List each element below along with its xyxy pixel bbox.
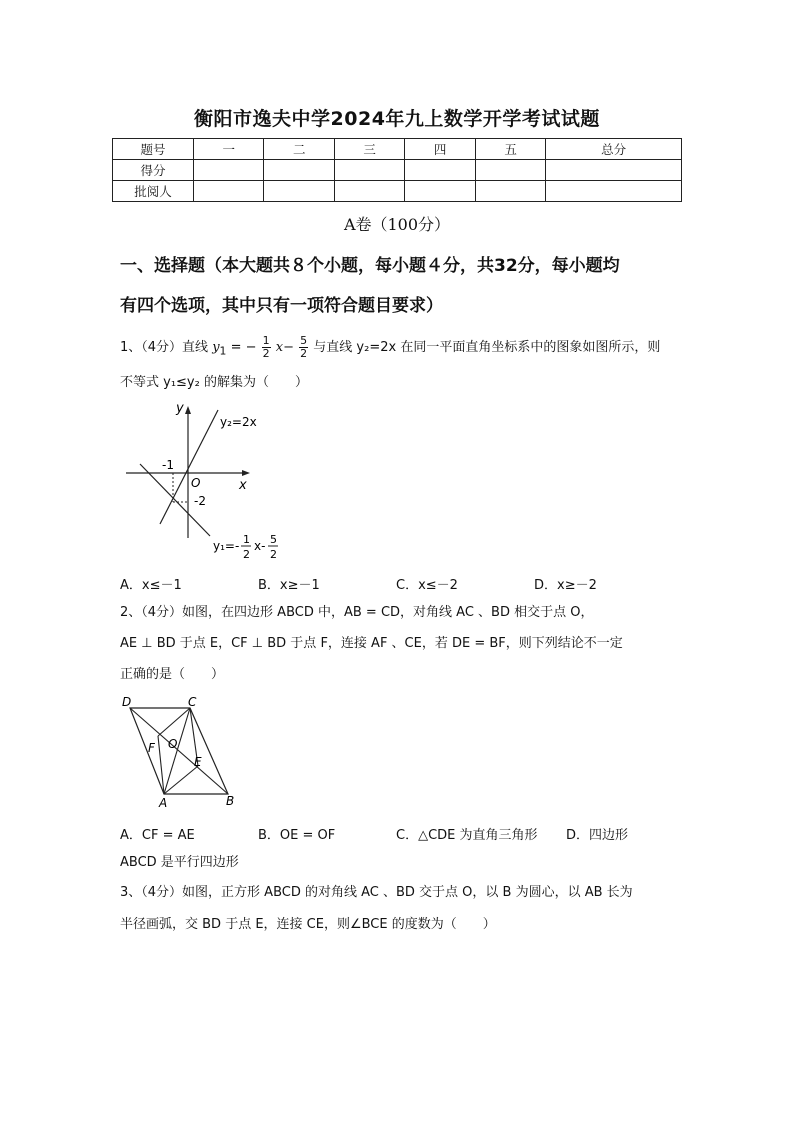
q1-line1 bbox=[120, 333, 680, 367]
table-cell: 总分 bbox=[546, 139, 682, 160]
q1-option-a[interactable]: A．x≤－1 bbox=[120, 578, 182, 593]
table-cell bbox=[334, 160, 404, 181]
q3-line2: 半径画弧，交 BD 于点 E，连接 CE，则∠BCE 的度数为（ ） bbox=[120, 917, 496, 932]
table-cell bbox=[546, 160, 682, 181]
y1-frac-a-den: 2 bbox=[243, 548, 250, 561]
q1-x-mid: x− bbox=[275, 340, 295, 355]
vertex-d-label: D bbox=[122, 695, 132, 709]
table-cell: 题号 bbox=[113, 139, 194, 160]
table-cell: 批阅人 bbox=[113, 181, 194, 202]
q1-graph-figure bbox=[118, 398, 298, 568]
table-cell: 三 bbox=[334, 139, 404, 160]
q2-line1: 2、（4分）如图，在四边形 ABCD 中，AB = CD，对角线 AC 、BD 相交于点 O， bbox=[120, 605, 594, 620]
y1-frac-b-den: 2 bbox=[270, 548, 277, 561]
vertex-a-label: A bbox=[159, 796, 168, 810]
q2-option-a[interactable]: A．CF = AE bbox=[120, 828, 195, 843]
table-cell: 一 bbox=[194, 139, 264, 160]
y1-frac-a-num: 1 bbox=[243, 533, 250, 546]
point-o-label: O bbox=[168, 737, 178, 751]
q1-y1-subscript: 1 bbox=[219, 344, 227, 358]
part-heading-line2: 有四个选项，其中只有一项符合题目要求） bbox=[120, 296, 443, 316]
vertex-c-label: C bbox=[188, 695, 197, 709]
y-axis-label: y bbox=[176, 401, 184, 416]
table-cell bbox=[264, 181, 334, 202]
q1-eq-part: = − bbox=[230, 340, 257, 355]
q1-frac2-denominator: 2 bbox=[300, 347, 308, 360]
table-cell: 五 bbox=[475, 139, 545, 160]
point-e-label: E bbox=[194, 755, 202, 769]
vertex-b-label: B bbox=[226, 794, 235, 808]
q1-option-d[interactable]: D．x≥－2 bbox=[534, 578, 597, 593]
y1-label-prefix: y₁=- bbox=[213, 539, 240, 553]
y-axis-arrow-icon bbox=[185, 406, 191, 414]
part-heading-line1: 一、选择题（本大题共８个小题，每小题４分，共32分，每小题均 bbox=[120, 256, 620, 276]
q2-quadrilateral-figure bbox=[118, 694, 248, 812]
q1-frac2-numerator: 5 bbox=[300, 334, 308, 347]
q2-options bbox=[120, 824, 680, 844]
segment-ae bbox=[164, 766, 198, 794]
tick-neg1-label: -1 bbox=[162, 458, 174, 472]
q2-option-d-cont: ABCD 是平行四边形 bbox=[120, 855, 239, 870]
table-cell bbox=[475, 181, 545, 202]
q1-line2: 不等式 y₁≤y₂ 的解集为（ ） bbox=[120, 375, 308, 390]
q1-y1-symbol: y bbox=[212, 340, 220, 355]
x-axis-label: x bbox=[239, 478, 247, 493]
q2-option-b[interactable]: B．OE = OF bbox=[258, 828, 336, 843]
tick-neg2-label: -2 bbox=[194, 494, 206, 508]
table-cell bbox=[475, 160, 545, 181]
table-cell bbox=[405, 181, 475, 202]
q2-line3: 正确的是（ ） bbox=[120, 667, 225, 682]
y1-label-mid: x- bbox=[254, 539, 266, 553]
q1-fraction-1 bbox=[262, 335, 271, 360]
q1-text-rest: 与直线 y₂=2x 在同一平面直角坐标系中的图象如图所示，则 bbox=[313, 340, 661, 355]
table-cell bbox=[264, 160, 334, 181]
table-cell bbox=[194, 181, 264, 202]
q1-number: 1、（4分）直线 bbox=[120, 340, 209, 355]
q1-frac1-numerator: 1 bbox=[262, 334, 270, 347]
table-cell: 二 bbox=[264, 139, 334, 160]
q2-option-c[interactable]: C．△CDE 为直角三角形 bbox=[396, 828, 538, 843]
q2-option-d[interactable]: D．四边形 bbox=[566, 828, 629, 843]
table-cell bbox=[194, 160, 264, 181]
y2-label: y₂=2x bbox=[220, 415, 257, 429]
section-title: A卷（100分） bbox=[343, 215, 451, 234]
table-cell bbox=[546, 181, 682, 202]
table-row bbox=[113, 181, 682, 202]
score-table bbox=[112, 138, 682, 202]
origin-label: O bbox=[191, 476, 201, 490]
diagonal-ac bbox=[164, 708, 190, 794]
q2-line2: AE ⊥ BD 于点 E，CF ⊥ BD 于点 F，连接 AF 、CE，若 DE = BF，则下列结论不一定 bbox=[120, 636, 623, 651]
point-f-label: F bbox=[148, 741, 155, 755]
x-axis-arrow-icon bbox=[242, 470, 250, 476]
q1-fraction-2 bbox=[299, 335, 308, 360]
table-cell bbox=[405, 160, 475, 181]
q1-option-c[interactable]: C．x≤－2 bbox=[396, 578, 458, 593]
table-cell bbox=[334, 181, 404, 202]
y1-frac-b-num: 5 bbox=[270, 533, 277, 546]
table-cell: 四 bbox=[405, 139, 475, 160]
q1-option-b[interactable]: B．x≥－1 bbox=[258, 578, 320, 593]
table-row bbox=[113, 139, 682, 160]
q1-frac1-denominator: 2 bbox=[262, 347, 270, 360]
table-cell: 得分 bbox=[113, 160, 194, 181]
exam-title: 衡阳市逸夫中学2024年九上数学开学考试试题 bbox=[194, 108, 600, 130]
table-row bbox=[113, 160, 682, 181]
q3-line1: 3、（4分）如图，正方形 ABCD 的对角线 AC 、BD 交于点 O，以 B 为圆心，以 AB 长为 bbox=[120, 885, 633, 900]
q1-options bbox=[120, 574, 680, 594]
